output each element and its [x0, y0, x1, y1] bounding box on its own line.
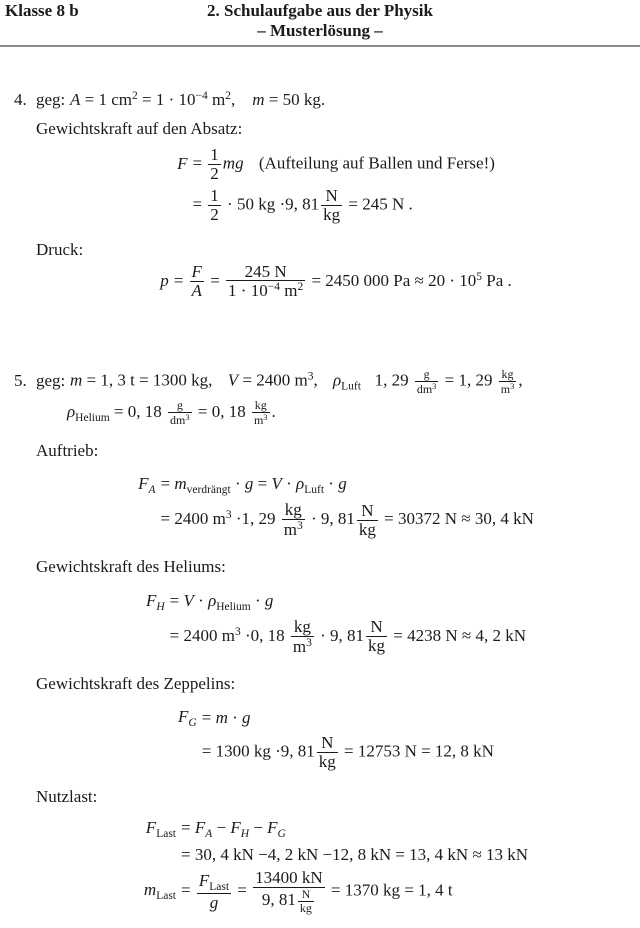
- equation-row: [177, 144, 495, 185]
- equation-row: [146, 616, 526, 658]
- equation-lhs: $F_H$: [145, 590, 165, 613]
- document-header: [0, 0, 640, 41]
- equation-lhs: $F_{Last}$: [145, 817, 176, 840]
- equation-row: [177, 185, 495, 226]
- heading-gewichtskraft-zeppelins: Gewichtskraft des Zeppelins:: [36, 673, 236, 693]
- equation-rhs: = $\frac{1}{2}$ · 50 kg ·9, 81 $\frac{N}{kg}$ = 245 N .: [192, 186, 413, 224]
- equation-row: [138, 499, 534, 541]
- equation-rhs: = 2400 $m^3 \cdot 1$, 29 $\frac{kg}{m^3}$ · 9, 81 $\frac{N}{kg}$ = 30372 N ≈ 30, 4 kN: [160, 500, 534, 540]
- equation-lhs: [177, 185, 192, 226]
- heading-nutzlast: Nutzlast:: [36, 786, 98, 806]
- equation-lhs: $F_G$: [178, 707, 197, 730]
- equation-row: [178, 732, 494, 773]
- problem-5-given-row: [0, 368, 640, 395]
- doc-title: 2. Schulaufgabe aus der Physik: [207, 1, 433, 20]
- equation-row: [144, 816, 528, 843]
- problem-4-given-row: [0, 89, 640, 111]
- problem-4-given-label: geg:: [36, 90, 66, 109]
- heading-auftrieb: Auftrieb:: [36, 440, 99, 460]
- equation-lhs: $m_{Last}$: [143, 880, 176, 903]
- equation-rhs: = $\frac{1}{2}$ mg (Aufteilung auf Ballen und Ferse!): [192, 145, 495, 184]
- header-rule: [0, 45, 640, 47]
- equation-lhs: $F_A$: [138, 474, 156, 497]
- problem-5-given-math-line1: m = 1, 3 t = 1300 kg, V = 2400 $m^3$, $\rho_{Luft}$ 1, 29 $\frac{g}{dm^3}$ = 1, 29 $\frac{kg}{m^3}$ ,: [70, 367, 523, 396]
- equation-row: [144, 867, 528, 916]
- doc-subtitle: – Musterlösung –: [257, 21, 383, 40]
- equation-rhs: = 2400 $m^3 \cdot 0$, 18 $\frac{kg}{m^3}$ · 9, 81 $\frac{N}{kg}$ = 4238 N ≈ 4, 2 kN: [169, 616, 527, 656]
- problem-5: [0, 368, 640, 916]
- problem-4: [0, 89, 640, 302]
- equation-rhs: = 30, 4 kN −4, 2 kN −12, 8 kN = 13, 4 kN ≈ 13 kN: [181, 844, 529, 864]
- equation-pressure: [160, 261, 512, 303]
- equation-row: [144, 843, 528, 868]
- equation-lhs: F: [177, 154, 188, 174]
- heading-druck: Druck:: [36, 239, 84, 259]
- equation-row: [178, 705, 494, 732]
- equation-row: [146, 589, 526, 616]
- equation-rhs: = $F_A - F_H - F_G$: [181, 817, 286, 840]
- equation-lhs: p: [160, 271, 169, 291]
- heading-gewichtskraft-absatz: Gewichtskraft auf den Absatz:: [36, 118, 243, 138]
- equation-rhs: = 1300 kg ·9, 81 $\frac{N}{kg}$ = 12753 N = 12, 8 kN: [201, 733, 494, 772]
- problem-5-number: 5.: [14, 370, 27, 390]
- class-label: Klasse 8 b: [5, 1, 79, 20]
- problem-5-given-label: geg:: [36, 370, 66, 390]
- equation-row: [160, 261, 512, 303]
- problem-5-given-math-line2: $\rho_{Helium} = 0$, 18 $\frac{g}{dm^3}$ = 0, 18 $\frac{kg}{m^3}$ .: [67, 398, 276, 428]
- equation-lhs: [144, 843, 181, 868]
- equation-lhs: [146, 616, 170, 658]
- equation-weight-force: [177, 144, 495, 225]
- problem-5-given-row-2: [0, 399, 640, 426]
- equation-helium-weight: [146, 589, 526, 658]
- equation-payload: [144, 816, 528, 917]
- equation-zeppelin-weight: [178, 705, 494, 773]
- equation-buoyancy: [138, 472, 534, 541]
- equation-rhs: = m · g: [201, 708, 251, 728]
- equation-rhs: = $m_{verdrängt} \cdot g = V \cdot \rho_{Luft} \cdot g$: [160, 474, 347, 497]
- equation-rhs: = $V \cdot \rho_{Helium} \cdot g$: [169, 590, 274, 613]
- equation-lhs: [138, 499, 160, 541]
- problem-4-number: 4.: [14, 90, 27, 109]
- equation-row: [138, 472, 534, 499]
- equation-rhs: = $\frac{F}{A}$ = $\frac{245 N}{1 \cdot 10^{-4} m^2}$ = 2450 000 $Pa \approx 20 \cdot 10^5$ Pa .: [173, 261, 512, 301]
- problem-4-given-math: A = 1 $cm^2 = 1 \cdot 10^{-4}$ $m^2$, m = 50 kg.: [70, 90, 326, 109]
- heading-gewichtskraft-heliums: Gewichtskraft des Heliums:: [36, 557, 226, 577]
- equation-rhs: = $\frac{F_{Last}}{g}$ = 13400 kN 9, 81 $\frac{N}{kg}$ = 1370 kg = 1, 4 t: [181, 868, 453, 915]
- equation-lhs: [178, 732, 202, 773]
